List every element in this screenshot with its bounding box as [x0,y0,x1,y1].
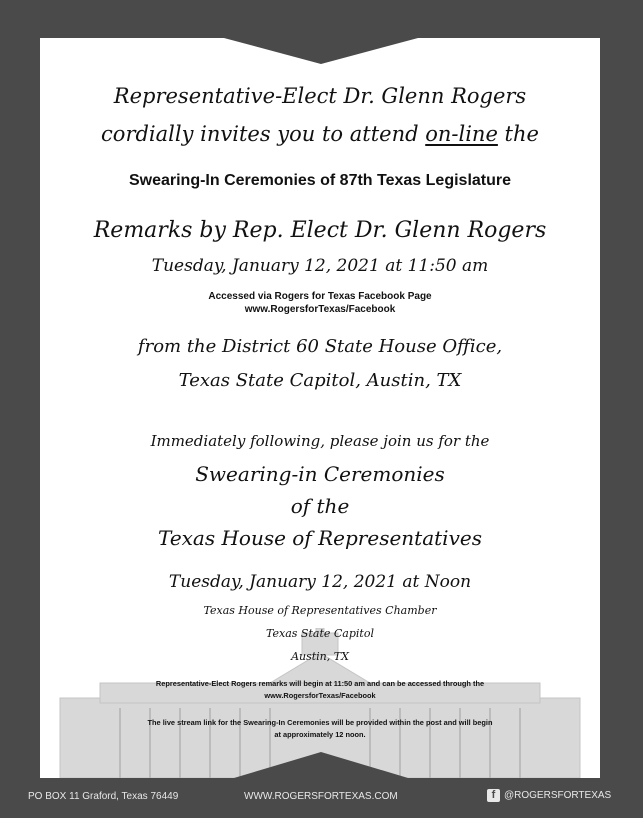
invite-suffix: the [497,122,539,146]
facebook-icon: f [487,789,500,802]
ceremony-line-1: Swearing-in Ceremonies [195,462,445,486]
note-2-line-2: at approximately 12 noon. [274,730,366,739]
host-line: Representative-Elect Dr. Glenn Rogers [113,84,527,108]
online-underlined: on-line [425,122,498,146]
remarks-title: Remarks by Rep. Elect Dr. Glenn Rogers [93,218,547,243]
footer-website: WWW.ROGERSFORTEXAS.COM [244,791,398,802]
bottom-notch [234,752,408,778]
footer-social-handle: @ROGERSFORTEXAS [504,790,612,802]
invite-prefix: cordially invites you to attend [101,122,426,146]
access-line-1: Accessed via Rogers for Texas Facebook Page [208,291,432,302]
venue-line-1: Texas House of Representatives Chamber [203,604,437,617]
ceremony-line-3: Texas House of Representatives [158,526,482,550]
ceremony-date: Tuesday, January 12, 2021 at Noon [168,572,472,592]
location-line-1: from the District 60 State House Office, [137,336,503,357]
location-line-2: Texas State Capitol, Austin, TX [178,370,462,391]
access-url: www.RogersforTexas/Facebook [244,304,396,315]
note-1-line-1: Representative-Elect Rogers remarks will begin at 11:50 am and can be accessed through the [155,679,485,688]
note-2-line-1: The live stream link for the Swearing-In Ceremonies will be provided within the post and will begin [147,718,493,727]
following-line: Immediately following, please join us for the [150,432,490,450]
footer-bar [0,786,643,810]
top-notch [224,38,418,64]
note-1-line-2: www.RogersforTexas/Facebook [264,691,376,700]
invite-line [40,122,600,146]
remarks-date: Tuesday, January 12, 2021 at 11:50 am [151,256,489,276]
venue-line-2: Texas State Capitol [266,627,374,640]
ceremony-line-2: of the [290,494,350,518]
footer-social [487,789,611,802]
footer-address: PO BOX 11 Graford, Texas 76449 [28,791,179,802]
venue-line-3: Austin, TX [291,650,349,663]
headline: Swearing-In Ceremonies of 87th Texas Legislature [128,172,512,189]
